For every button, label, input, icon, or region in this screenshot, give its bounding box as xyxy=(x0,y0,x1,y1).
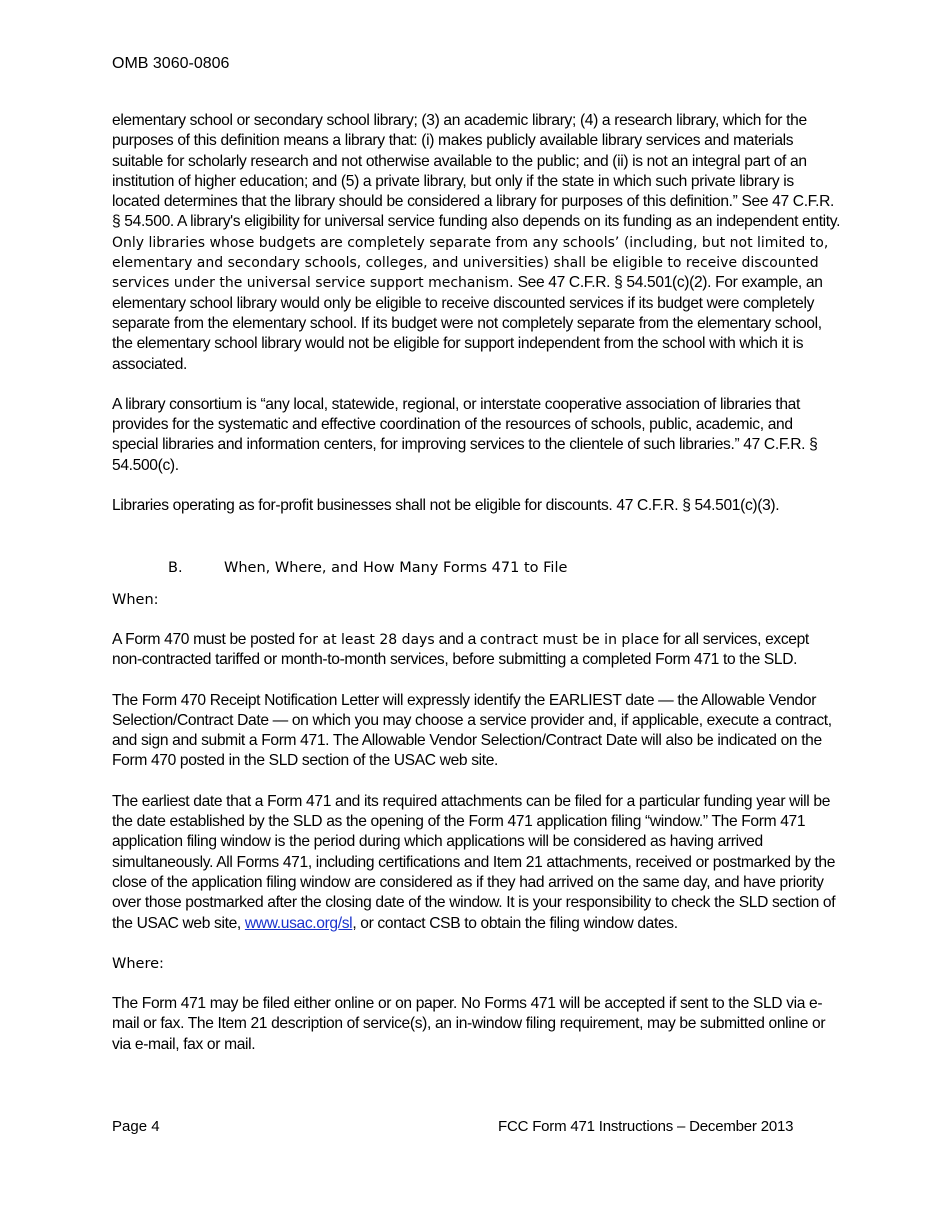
filing-window-paragraph: The earliest date that a Form 471 and its required attachments can be filed for a particular funding year will be the date established by the SLD as the opening of the Form 471 application filing “window.” The Form 471 application filing window is the period during which applications will be considered as having arrived simultaneously. All Forms 471, including certifications and Item 21 attachments, received or postmarked by the close of the application filing window are considered as if they had arrived on the same day, and have priority over those postmarked after the closing date of the window. It is your responsibility to check the SLD section of the USAC web site, www.usac.org/sl, or contact CSB to obtain the filing window dates. xyxy=(112,792,836,932)
where-label: Where: xyxy=(112,955,164,972)
for-profit-paragraph: Libraries operating as for-profit businesses shall not be eligible for discounts. 47 C.F.R. § 54.501(c)(3). xyxy=(112,497,780,515)
page-number: Page 4 xyxy=(112,1118,160,1135)
receipt-notification-paragraph: The Form 470 Receipt Notification Letter will expressly identify the EARLIEST date — the Allowable Vendor Selection/Contract Date — on which you may choose a service provider and, if applicable, execute a contract, and sign and submit a Form 471. The Allowable Vendor Selection/Contract Date will also be indicated on the Form 470 posted in the SLD section of the USAC web site. xyxy=(112,691,832,770)
section-heading: B. When, Where, and How Many Forms 471 to File xyxy=(168,560,568,577)
omb-number: OMB 3060-0806 xyxy=(112,55,230,72)
when-label: When: xyxy=(112,591,159,608)
filing-method-paragraph: The Form 471 may be filed either online or on paper. No Forms 471 will be accepted if sent to the SLD via e-mail or fax. The Item 21 description of service(s), an in-window filing requirement, may be submitted online or via e-mail, fax or mail. xyxy=(112,995,826,1053)
form-470-posting-paragraph: A Form 470 must be posted for at least 28 days and a contract must be in place for all services, except non-contracted tariffed or month-to-month services, before submitting a completed Form 471 to the SLD. xyxy=(112,630,809,669)
usac-link[interactable]: www.usac.org/sl xyxy=(244,914,353,932)
library-definition-paragraph: elementary school or secondary school library; (3) an academic library; (4) a research library, which for the purposes of this definition means a library that: (i) makes publicly available library services and materials suitable for scholarly research and not otherwise available to the public; and (ii) is not an integral part of an institution of higher education; and (5) a private library, but only if the state in which such private library is located determines that the library should be considered a library for purposes of this definition.” See 47 C.F.R. § 54.500. A library's eligibility for universal service funding also depends on its funding as an independent entity. Only libraries whose budgets are completely separate from any schools’ (including, but not limited to, elementary and secondary schools, colleges, and universities) shall be eligible to receive discounted services under the universal service support mechanism. See 47 C.F.R. § 54.501(c)(2). For example, an elementary school library would only be eligible to receive discounted services if its budget were completely separate from the elementary school. If its budget were not completely separate from the elementary school, the elementary school library would not be eligible for support independent from the school with which it is associated. xyxy=(112,112,841,373)
footer-title: FCC Form 471 Instructions – December 2013 xyxy=(498,1118,794,1135)
document-body xyxy=(112,111,842,1055)
library-consortium-paragraph: A library consortium is “any local, statewide, regional, or interstate cooperative association of libraries that provides for the systematic and effective coordination of the resources of schools, public, academic, and special libraries and information centers, for improving services to the clientele of such libraries.” 47 C.F.R. § 54.500(c). xyxy=(112,395,818,474)
